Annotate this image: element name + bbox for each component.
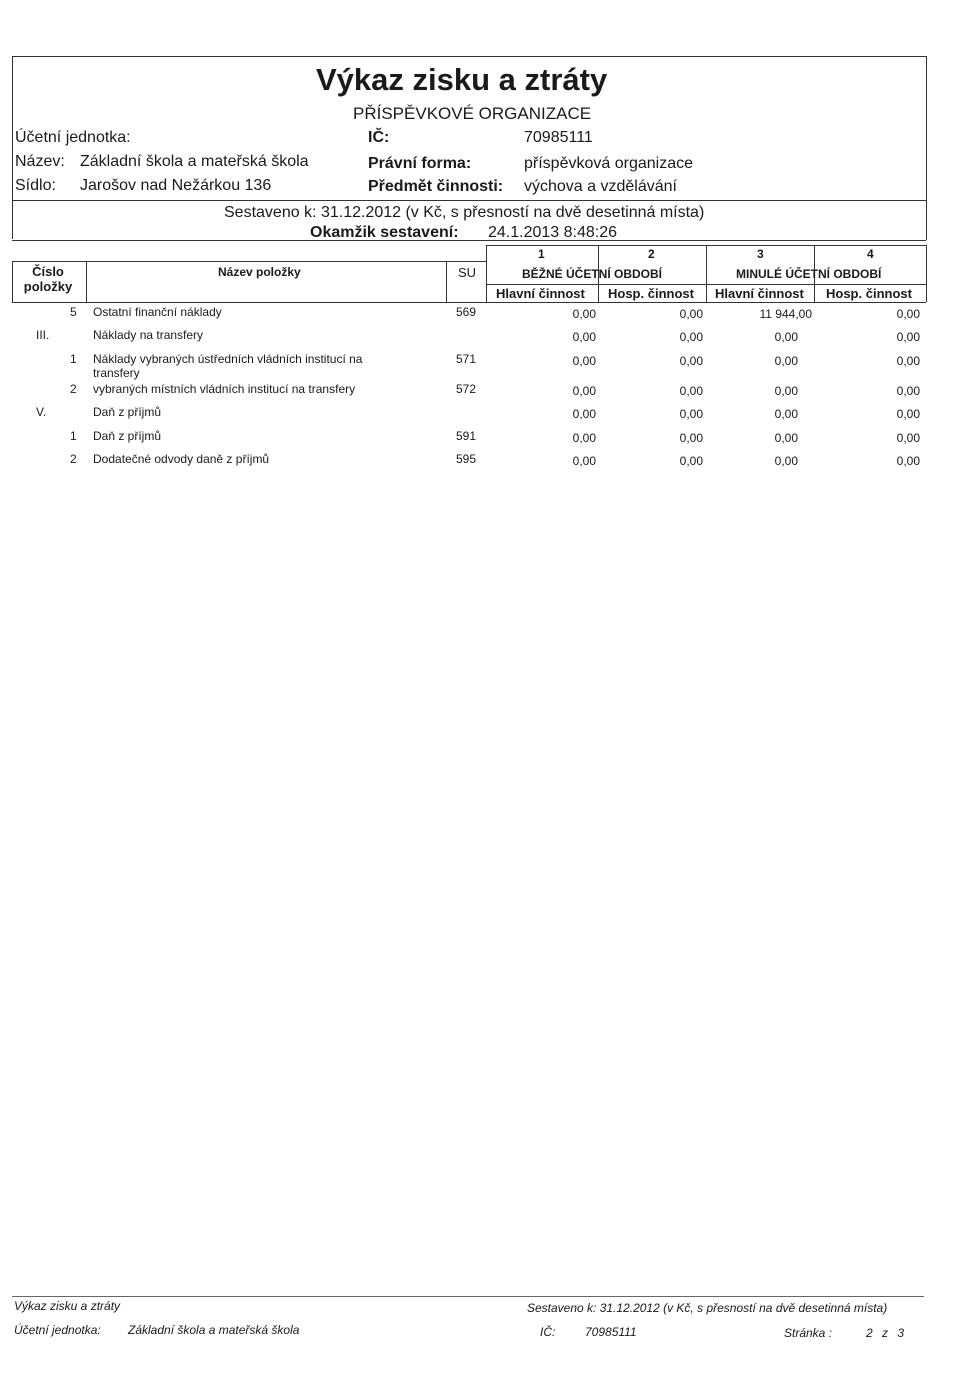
row-roman: V. <box>36 405 47 419</box>
group-minule-header: MINULÉ ÚČETNÍ OBDOBÍ <box>736 267 882 281</box>
row-v1: 0,00 <box>572 354 596 368</box>
row-v4: 0,00 <box>896 384 920 398</box>
table-header-bottom <box>12 302 926 303</box>
pravni-forma-value: příspěvková organizace <box>524 155 693 172</box>
col-num-1: 1 <box>538 247 545 261</box>
row-num: 2 <box>70 382 77 396</box>
footer-ucetni-value: Základní škola a mateřská škola <box>128 1323 300 1337</box>
pravni-forma-label: Právní forma: <box>368 155 472 172</box>
row-name: Daň z příjmů <box>93 429 162 443</box>
row-v2: 0,00 <box>679 407 703 421</box>
page-subtitle: PŘÍSPĚVKOVÉ ORGANIZACE <box>353 104 592 123</box>
row-v3: 0,00 <box>774 407 798 421</box>
footer-ic-label: IČ: <box>540 1325 556 1339</box>
footer-stranka-label: Stránka : <box>784 1326 833 1340</box>
row-v3: 0,00 <box>774 431 798 445</box>
row-v4: 0,00 <box>896 454 920 468</box>
sestaveno-text: Sestaveno k: 31.12.2012 (v Kč, s přesností na dvě desetinná místa) <box>224 204 705 221</box>
col-sep-6 <box>706 245 707 302</box>
row-name: Daň z příjmů <box>93 405 162 419</box>
row-v2: 0,00 <box>679 354 703 368</box>
col-sep-4 <box>486 245 487 302</box>
ucetni-jednotka-label: Účetní jednotka: <box>15 129 131 146</box>
row-name: Ostatní finanční náklady <box>93 305 222 319</box>
footer-ic-value: 70985111 <box>585 1325 637 1339</box>
row-name: Náklady vybraných ústředních vládních institucí na <box>93 352 363 366</box>
row-su: 572 <box>456 382 477 396</box>
col-num-4: 4 <box>867 247 874 261</box>
row-v1: 0,00 <box>572 431 596 445</box>
page-title: Výkaz zisku a ztráty <box>316 62 608 97</box>
sub-hosp-1: Hosp. činnost <box>608 286 694 301</box>
row-su: 571 <box>456 352 477 366</box>
row-v1: 0,00 <box>572 454 596 468</box>
footer-title: Výkaz zisku a ztráty <box>14 1299 121 1313</box>
row-su: 595 <box>456 452 477 466</box>
row-v1: 0,00 <box>572 407 596 421</box>
row-v3: 0,00 <box>774 330 798 344</box>
okamzik-value: 24.1.2013 8:48:26 <box>488 224 618 241</box>
table-header-left-top <box>12 261 486 262</box>
row-name: Dodatečné odvody daně z příjmů <box>93 452 270 466</box>
header-divider <box>12 200 926 201</box>
footer-ucetni-label: Účetní jednotka: <box>14 1323 101 1337</box>
row-num: 5 <box>70 305 77 319</box>
col-su-header: SU <box>458 265 477 280</box>
ic-label: IČ: <box>368 129 390 146</box>
row-v3: 0,00 <box>774 384 798 398</box>
row-v1: 0,00 <box>572 384 596 398</box>
row-v3: 0,00 <box>774 354 798 368</box>
ic-value: 70985111 <box>524 129 593 146</box>
row-v2: 0,00 <box>679 307 703 321</box>
sub-hosp-2: Hosp. činnost <box>826 286 912 301</box>
sidlo-value: Jarošov nad Nežárkou 136 <box>80 177 272 194</box>
row-name: vybraných místních vládních institucí na transfery <box>93 382 356 396</box>
row-v4: 0,00 <box>896 307 920 321</box>
okamzik-label: Okamžik sestavení: <box>310 224 459 241</box>
row-v4: 0,00 <box>896 354 920 368</box>
row-name-cont: transfery <box>93 366 140 380</box>
row-v2: 0,00 <box>679 431 703 445</box>
predmet-value: výchova a vzdělávání <box>524 178 677 195</box>
col-cislo-header: Číslo položky <box>23 264 73 294</box>
row-roman: III. <box>36 328 50 342</box>
predmet-label: Předmět činnosti: <box>368 178 504 195</box>
col-sep-1 <box>12 261 13 302</box>
row-su: 569 <box>456 305 477 319</box>
row-v2: 0,00 <box>679 384 703 398</box>
row-num: 1 <box>70 352 77 366</box>
col-nazev-header: Název položky <box>218 265 301 279</box>
row-su: 591 <box>456 429 477 443</box>
footer-sestaveno: Sestaveno k: 31.12.2012 (v Kč, s přesností na dvě desetinná místa) <box>527 1301 888 1315</box>
row-v2: 0,00 <box>679 330 703 344</box>
row-num: 2 <box>70 452 77 466</box>
row-v4: 0,00 <box>896 330 920 344</box>
group-bezne-header: BĚŽNÉ ÚČETNÍ OBDOBÍ <box>522 267 663 281</box>
header-right-border <box>926 56 927 240</box>
row-v1: 0,00 <box>572 307 596 321</box>
col-num-3: 3 <box>757 247 764 261</box>
header-top-border <box>12 56 926 57</box>
row-v1: 0,00 <box>572 330 596 344</box>
row-name: Náklady na transfery <box>93 328 204 342</box>
row-num: 1 <box>70 429 77 443</box>
col-sep-3 <box>446 261 447 302</box>
row-v4: 0,00 <box>896 407 920 421</box>
row-v3: 11 944,00 <box>759 307 812 321</box>
row-v3: 0,00 <box>774 454 798 468</box>
sub-hlavni-2: Hlavní činnost <box>715 286 804 301</box>
header-left-border <box>12 56 13 239</box>
sidlo-label: Sídlo: <box>15 177 56 194</box>
sub-hlavni-1: Hlavní činnost <box>496 286 585 301</box>
row-v2: 0,00 <box>679 454 703 468</box>
footer-rule <box>12 1296 924 1297</box>
footer-stranka-value: 2 z 3 <box>866 1326 905 1340</box>
nazev-label: Název: <box>15 153 65 170</box>
col-sep-2 <box>86 261 87 302</box>
col-num-2: 2 <box>648 247 655 261</box>
nazev-value: Základní škola a mateřská škola <box>80 153 309 170</box>
header-bottom-border <box>12 240 926 241</box>
col-sep-8 <box>926 245 927 302</box>
row-v4: 0,00 <box>896 431 920 445</box>
